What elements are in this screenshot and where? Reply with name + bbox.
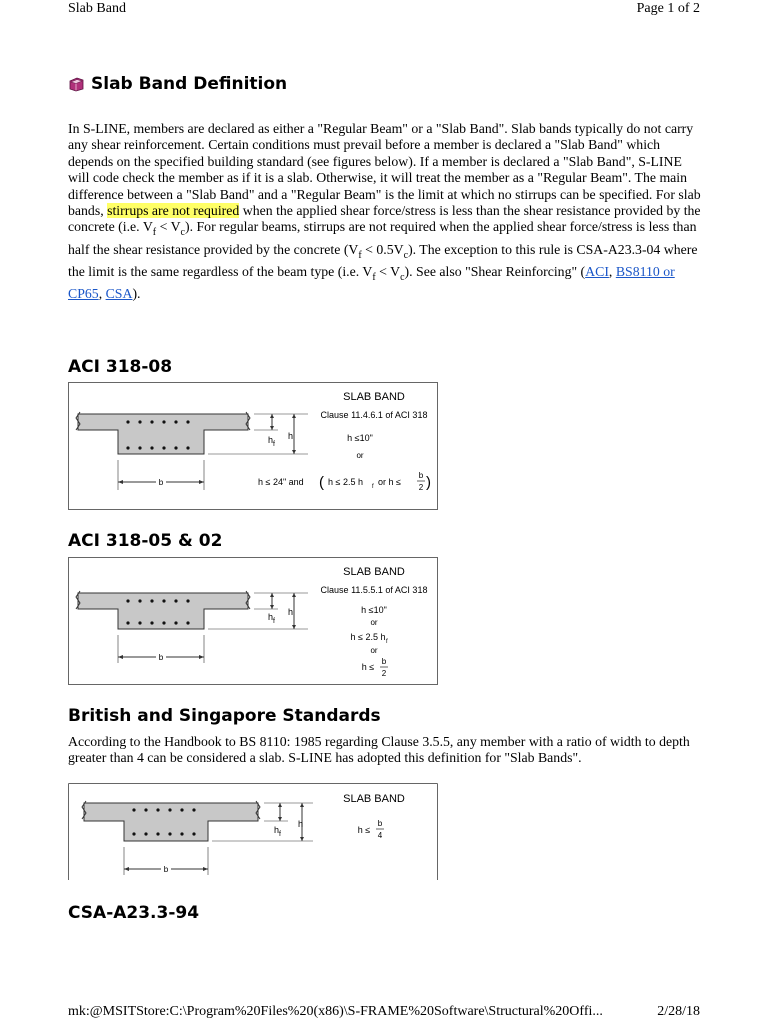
svg-text:f: f xyxy=(273,441,275,448)
svg-text:2: 2 xyxy=(381,669,387,678)
svg-text:SLAB BAND: SLAB BAND xyxy=(343,793,405,805)
svg-text:b: b xyxy=(163,865,169,874)
svg-text:h ≤ 24" and: h ≤ 24" and xyxy=(258,477,304,487)
svg-text:SLAB BAND: SLAB BAND xyxy=(343,391,405,403)
intro-paragraph: In S-LINE, members are declared as either a "Regular Beam" or a "Slab Band". Slab bands typically do not carry any shear reinforcement. Certain conditions must prevail before a member is declared a "Slab Band" which depends on the specified building standard (see figures below). If a member is declared a "Slab Band", S-LINE will code check the member as if it is a slab. Otherwise, it will treat the member as a "Regular Beam". The main difference between a "Slab Band" and a "Regular Beam" is the limit at which no stirrups can be specified. For slab bands, stirrups are not required when the applied shear force/stress is less than the shear resistance provided by the concrete (i.e. $V_f < V_c$). For regular beams, stirrups are not required when the applied shear force/stress is less than half the shear resistance provided by the concrete $(V_f < 0.5V_c)$. The exception to this rule is CSA-A23.3-04 where the limit is the same regardless of the beam type (i.e. $V_f < V_c$). See also "Shear Reinforcing" (ACI, BS8110 or CP65, CSA). xyxy=(68,121,701,301)
svg-text:Clause 11.4.6.1 of ACI 318: Clause 11.4.6.1 of ACI 318 xyxy=(320,410,428,420)
svg-text:Clause 11.5.5.1 of ACI 318: Clause 11.5.5.1 of ACI 318 xyxy=(320,585,428,595)
section-heading-british-singapore: British and Singapore Standards xyxy=(68,706,381,726)
footer-date: 2/28/18 xyxy=(657,1004,700,1019)
svg-text:h ≤ 2.5 h: h ≤ 2.5 h xyxy=(328,477,363,487)
svg-text:h ≤ 2.5 h: h ≤ 2.5 h xyxy=(350,632,386,642)
title-text: Slab Band Definition xyxy=(91,74,288,94)
svg-text:(: ( xyxy=(319,474,324,491)
svg-text:SLAB BAND: SLAB BAND xyxy=(343,566,405,578)
svg-text:b: b xyxy=(158,478,164,487)
book-icon xyxy=(68,77,85,92)
highlighted-text: stirrups are not required xyxy=(107,203,240,219)
svg-text:2: 2 xyxy=(418,483,424,492)
svg-text:b: b xyxy=(377,819,383,828)
link-csa[interactable]: CSA xyxy=(105,285,133,301)
svg-text:f: f xyxy=(273,618,275,625)
svg-text:f: f xyxy=(279,831,281,838)
svg-text:h ≤10": h ≤10" xyxy=(361,605,387,615)
page-header-title: Slab Band xyxy=(68,1,126,16)
link-aci[interactable]: ACI xyxy=(585,263,609,279)
svg-text:h ≤10": h ≤10" xyxy=(347,433,373,443)
section-heading-aci-318-05-02: ACI 318-05 & 02 xyxy=(68,531,223,551)
section-heading-aci-318-08: ACI 318-08 xyxy=(68,357,173,377)
footer-url: mk:@MSITStore:C:\Program%20Files%20(x86)\S-FRAME%20Software\Structural%20Offi... xyxy=(68,1004,603,1019)
page-title xyxy=(68,74,287,94)
svg-text:f: f xyxy=(372,484,374,490)
svg-text:f: f xyxy=(386,639,388,645)
svg-text:or: or xyxy=(370,618,378,627)
svg-text:b: b xyxy=(418,471,424,480)
svg-text:or h ≤: or h ≤ xyxy=(378,477,401,487)
svg-text:4: 4 xyxy=(377,831,383,840)
svg-text:h: h xyxy=(288,607,294,617)
figure-british-singapore xyxy=(68,783,438,886)
link-bs8110[interactable]: BS8110 or CP65 xyxy=(68,263,675,301)
figure-aci-318-08 xyxy=(68,382,438,515)
svg-text:b: b xyxy=(381,657,387,666)
figure-aci-318-05-02 xyxy=(68,557,438,690)
svg-text:h: h xyxy=(274,825,280,835)
svg-text:h ≤: h ≤ xyxy=(361,662,375,672)
svg-text:h: h xyxy=(268,435,274,445)
section-heading-csa-a23-3-94: CSA-A23.3-94 xyxy=(68,903,200,923)
svg-text:h: h xyxy=(298,819,304,829)
british-paragraph: According to the Handbook to BS 8110: 1985 regarding Clause 3.5.5, any member with a ratio of width to depth greater than 4 can be considered a slab. S-LINE has adopted this definition for "Slab Bands". xyxy=(68,734,690,766)
page-number: Page 1 of 2 xyxy=(636,1,700,16)
svg-text:or: or xyxy=(356,451,364,460)
svg-text:): ) xyxy=(426,474,431,491)
svg-text:h: h xyxy=(288,431,294,441)
svg-text:h ≤: h ≤ xyxy=(357,825,371,835)
svg-text:h: h xyxy=(268,612,274,622)
svg-text:b: b xyxy=(158,653,164,662)
svg-text:or: or xyxy=(370,646,378,655)
